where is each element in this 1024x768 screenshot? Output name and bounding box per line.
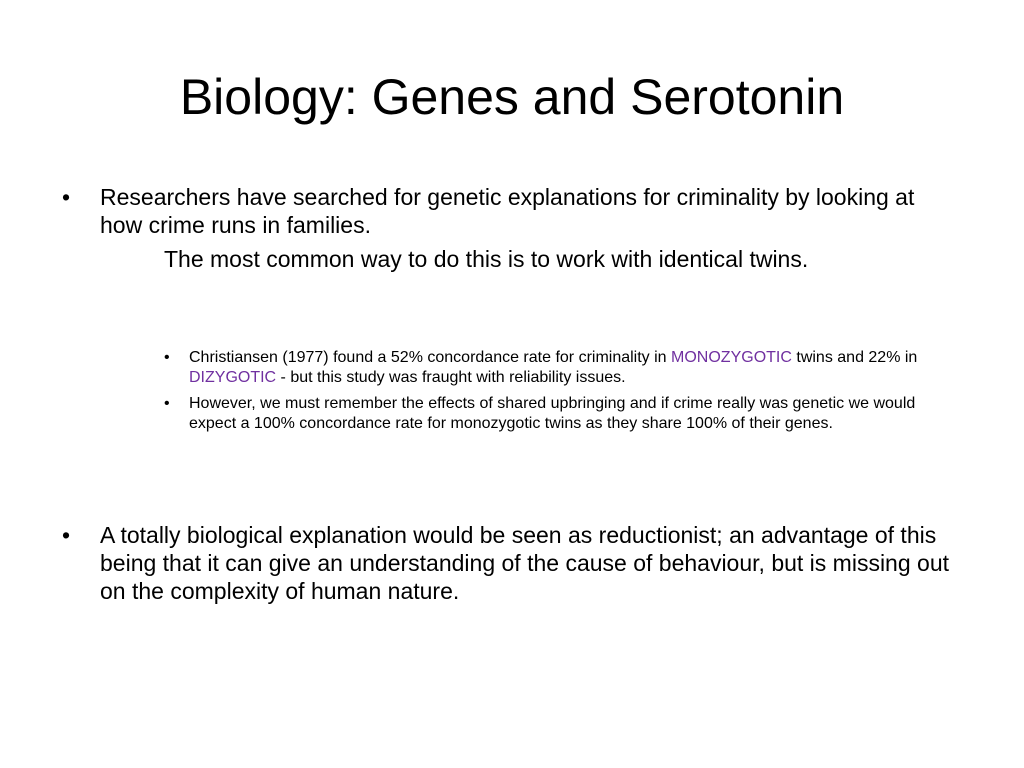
- bullet-genetic-explanations: [62, 183, 922, 239]
- bullet-marker: •: [62, 522, 71, 548]
- bullet-marker: •: [62, 184, 71, 210]
- sub-bullet-shared-upbringing: [164, 394, 964, 434]
- bullet-text: Researchers have searched for genetic explanations for criminality by looking at how crime runs in families.: [100, 184, 915, 238]
- bullet-continuation: The most common way to do this is to work with identical twins.: [164, 246, 809, 272]
- sub-bullet-text-part: Christiansen (1977) found a 52% concordance rate for criminality in: [189, 349, 672, 366]
- sub-bullet-text-part: - but this study was fraught with reliability issues.: [276, 369, 626, 386]
- sub-bullet-marker: •: [164, 395, 170, 412]
- slide-title: Biology: Genes and Serotonin: [179, 69, 845, 125]
- sub-bullet-text: However, we must remember the effects of shared upbringing and if crime really was genetic we would expect a 100% concordance rate for monozygotic twins as they share 100% of their genes.: [189, 395, 916, 432]
- sub-bullet-marker: •: [164, 349, 170, 366]
- highlight-dizygotic: DIZYGOTIC: [189, 369, 277, 386]
- sub-bullet-text: [189, 348, 964, 388]
- highlight-monozygotic: MONOZYGOTIC: [671, 349, 792, 366]
- sub-bullet-text-part: twins and 22% in: [791, 349, 918, 366]
- bullet-text: A totally biological explanation would be seen as reductionist; an advantage of this being that it can give an understanding of the cause of behaviour, but is missing out on the complexity of human nature.: [100, 522, 950, 604]
- bullet-reductionist: [62, 521, 962, 605]
- sub-bullet-christiansen: [164, 348, 964, 388]
